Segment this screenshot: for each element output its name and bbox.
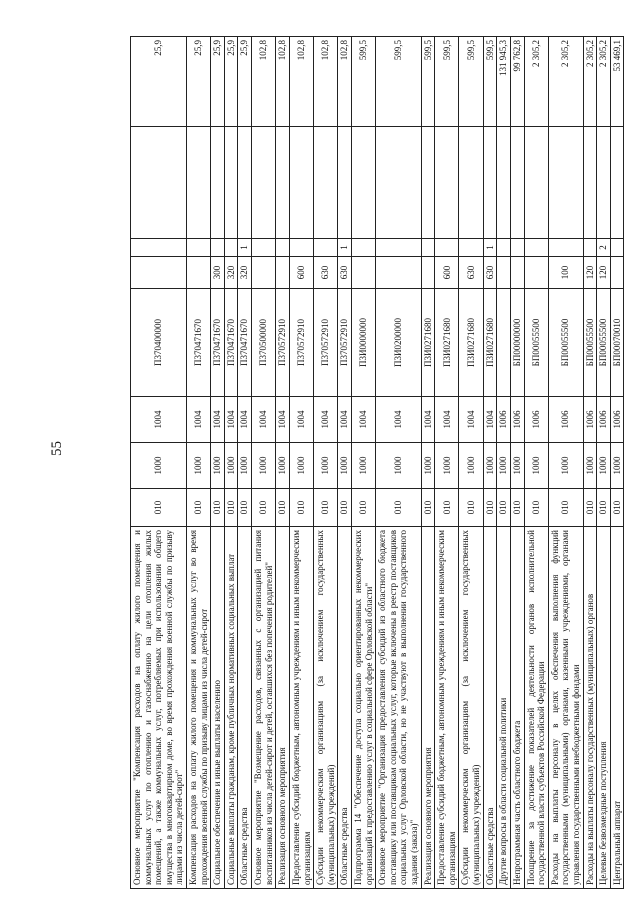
row-expense-type: 600: [435, 257, 459, 289]
page-number: 55: [49, 441, 65, 456]
row-expense-type: [187, 257, 211, 289]
row-amount: 99 762,8: [510, 37, 524, 127]
row-expense-type: 630: [338, 257, 352, 289]
row-expense-type: 600: [289, 257, 313, 289]
table-row: [276, 37, 290, 889]
row-expense-type: [376, 257, 421, 289]
row-fund-source: [224, 239, 238, 257]
row-extra: [376, 127, 421, 239]
row-extra: [224, 127, 238, 239]
row-section: 1000: [610, 443, 624, 489]
row-description: Предоставление субсидий бюджетным, автономным учреждениям и иным некоммерческим организациям: [435, 527, 459, 889]
rotated-table-content: [130, 37, 640, 889]
row-expense-type: [131, 257, 187, 289]
row-fund-source: 1: [483, 239, 497, 257]
table-row: [351, 37, 375, 889]
row-target-article: П370400000: [131, 289, 187, 397]
row-fund-source: [314, 239, 338, 257]
row-target-article: П370471670: [187, 289, 211, 397]
row-target-article: [497, 289, 511, 397]
table-row: [187, 37, 211, 889]
row-fund-source: [459, 239, 483, 257]
row-fund-source: [548, 239, 583, 257]
row-subsection: 1006: [548, 397, 583, 443]
row-section: 1000: [583, 443, 597, 489]
budget-table-body: [131, 37, 624, 889]
row-amount: 102,8: [276, 37, 290, 127]
row-fund-source: [610, 239, 624, 257]
row-extra: [289, 127, 313, 239]
row-subsection: 1004: [459, 397, 483, 443]
row-section: 1000: [483, 443, 497, 489]
row-description: Реализация основного мероприятия: [276, 527, 290, 889]
row-subsection: 1004: [211, 397, 225, 443]
row-extra: [597, 127, 611, 239]
row-fund-source: [252, 239, 276, 257]
row-amount: 599,5: [351, 37, 375, 127]
table-row: [224, 37, 238, 889]
row-subsection: 1004: [276, 397, 290, 443]
row-extra: [338, 127, 352, 239]
row-extra: [510, 127, 524, 239]
row-description: Субсидии некоммерческим организациям (за исключением государственных (муниципальных) учреждений): [459, 527, 483, 889]
table-row: [131, 37, 187, 889]
row-fund-source: [510, 239, 524, 257]
row-amount: 599,5: [483, 37, 497, 127]
row-subsection: 1004: [289, 397, 313, 443]
table-row: [421, 37, 435, 889]
table-row: [497, 37, 511, 889]
row-section: 1000: [376, 443, 421, 489]
row-section: 1000: [524, 443, 548, 489]
row-description: Социальные выплаты гражданам, кроме публичных нормативных социальных выплат: [224, 527, 238, 889]
row-subsection: 1004: [435, 397, 459, 443]
row-extra: [497, 127, 511, 239]
row-section: 1000: [252, 443, 276, 489]
row-ministry-code: 010: [252, 489, 276, 527]
table-row: [610, 37, 624, 889]
row-extra: [421, 127, 435, 239]
row-amount: 102,8: [252, 37, 276, 127]
row-extra: [238, 127, 252, 239]
row-fund-source: [276, 239, 290, 257]
row-amount: 599,5: [459, 37, 483, 127]
row-ministry-code: 010: [376, 489, 421, 527]
row-ministry-code: 010: [435, 489, 459, 527]
row-expense-type: 630: [483, 257, 497, 289]
row-target-article: П370572910: [338, 289, 352, 397]
row-amount: 102,8: [289, 37, 313, 127]
row-target-article: П370471670: [224, 289, 238, 397]
row-target-article: П3И0000000: [351, 289, 375, 397]
row-extra: [187, 127, 211, 239]
row-subsection: 1006: [510, 397, 524, 443]
row-target-article: БП00070010: [610, 289, 624, 397]
row-ministry-code: 010: [187, 489, 211, 527]
row-amount: 25,9: [238, 37, 252, 127]
row-subsection: 1004: [187, 397, 211, 443]
table-row: [510, 37, 524, 889]
row-target-article: БП00055500: [524, 289, 548, 397]
row-ministry-code: 010: [238, 489, 252, 527]
row-target-article: БП00000000: [510, 289, 524, 397]
row-amount: 599,5: [376, 37, 421, 127]
row-extra: [351, 127, 375, 239]
row-section: 1000: [289, 443, 313, 489]
row-ministry-code: 010: [583, 489, 597, 527]
row-expense-type: 320: [224, 257, 238, 289]
row-description: Социальное обеспечение и иные выплаты населению: [211, 527, 225, 889]
row-subsection: 1006: [597, 397, 611, 443]
row-fund-source: [497, 239, 511, 257]
row-subsection: 1004: [421, 397, 435, 443]
row-section: 1000: [211, 443, 225, 489]
row-target-article: П370572910: [289, 289, 313, 397]
row-ministry-code: 010: [351, 489, 375, 527]
row-amount: 102,8: [338, 37, 352, 127]
row-description: Расходы на выплаты персоналу государственных (муниципальных) органов: [583, 527, 597, 889]
row-extra: [548, 127, 583, 239]
row-expense-type: 120: [597, 257, 611, 289]
row-subsection: 1006: [524, 397, 548, 443]
row-subsection: 1004: [351, 397, 375, 443]
row-ministry-code: 010: [276, 489, 290, 527]
row-ministry-code: 010: [131, 489, 187, 527]
table-row: [289, 37, 313, 889]
row-section: 1000: [338, 443, 352, 489]
row-subsection: 1006: [583, 397, 597, 443]
row-description: Областные средства: [483, 527, 497, 889]
row-extra: [314, 127, 338, 239]
row-fund-source: [289, 239, 313, 257]
row-expense-type: [497, 257, 511, 289]
row-extra: [211, 127, 225, 239]
row-ministry-code: 010: [597, 489, 611, 527]
row-target-article: П3И0271680: [421, 289, 435, 397]
row-amount: 53 469,1: [610, 37, 624, 127]
table-row: [435, 37, 459, 889]
row-description: Основное мероприятие "Организация предоставления субсидий из областного бюджета поставщику или поставщикам социальных услуг, которые включены в реестр поставщиков социальных услуг Орловской области, но не участвуют в выполнении государственного задания (заказа)": [376, 527, 421, 889]
row-ministry-code: 010: [524, 489, 548, 527]
row-section: 1000: [131, 443, 187, 489]
row-expense-type: [276, 257, 290, 289]
row-ministry-code: 010: [314, 489, 338, 527]
row-extra: [252, 127, 276, 239]
row-description: Подпрограмма 14 "Обеспечение доступа социально ориентированных некоммерческих организаций к предоставлению услуг в социальной сфере Орловской области": [351, 527, 375, 889]
row-section: 1000: [497, 443, 511, 489]
row-fund-source: 1: [238, 239, 252, 257]
row-expense-type: [524, 257, 548, 289]
row-subsection: 1004: [483, 397, 497, 443]
row-expense-type: [252, 257, 276, 289]
row-target-article: БП00055500: [583, 289, 597, 397]
row-description: Основное мероприятие "Возмещение расходов, связанных с организацией питания воспитанников из числа детей-сирот и детей, оставшихся без попечения родителей": [252, 527, 276, 889]
table-row: [338, 37, 352, 889]
row-amount: 25,9: [224, 37, 238, 127]
row-section: 1000: [314, 443, 338, 489]
row-section: 1000: [459, 443, 483, 489]
row-section: 1000: [510, 443, 524, 489]
row-fund-source: [435, 239, 459, 257]
row-subsection: 1004: [338, 397, 352, 443]
row-section: 1000: [224, 443, 238, 489]
row-ministry-code: 010: [338, 489, 352, 527]
row-expense-type: 100: [548, 257, 583, 289]
table-row: [376, 37, 421, 889]
row-subsection: 1004: [252, 397, 276, 443]
table-row: [548, 37, 583, 889]
row-section: 1000: [597, 443, 611, 489]
row-description: Центральный аппарат: [610, 527, 624, 889]
row-target-article: БП00055500: [548, 289, 583, 397]
row-description: Другие вопросы в области социальной политики: [497, 527, 511, 889]
row-subsection: 1004: [314, 397, 338, 443]
row-fund-source: 1: [338, 239, 352, 257]
row-target-article: П370500000: [252, 289, 276, 397]
row-section: 1000: [548, 443, 583, 489]
row-subsection: 1004: [238, 397, 252, 443]
row-fund-source: [131, 239, 187, 257]
row-amount: 102,8: [314, 37, 338, 127]
row-ministry-code: 010: [459, 489, 483, 527]
row-ministry-code: 010: [421, 489, 435, 527]
row-extra: [610, 127, 624, 239]
row-subsection: 1004: [131, 397, 187, 443]
row-target-article: П370572910: [314, 289, 338, 397]
row-section: 1000: [435, 443, 459, 489]
table-row: [483, 37, 497, 889]
row-description: Компенсация расходов на оплату жилого помещения и коммунальных услуг во время прохождения военной службы по призыву лицами из числа детей-сирот: [187, 527, 211, 889]
table-row: [252, 37, 276, 889]
row-subsection: 1004: [376, 397, 421, 443]
row-target-article: П3И0271680: [483, 289, 497, 397]
row-subsection: 1006: [610, 397, 624, 443]
row-description: Непрограммная часть областного бюджета: [510, 527, 524, 889]
row-extra: [131, 127, 187, 239]
row-target-article: П370471670: [211, 289, 225, 397]
rotated-table-frame: [130, 37, 640, 889]
row-description: Поощрение за достижение показателей деятельности органов исполнительной государственной власти субъектов Российской Федерации: [524, 527, 548, 889]
row-extra: [276, 127, 290, 239]
row-description: Областные средства: [238, 527, 252, 889]
table-row: [314, 37, 338, 889]
row-expense-type: 320: [238, 257, 252, 289]
row-extra: [583, 127, 597, 239]
table-row: [211, 37, 225, 889]
row-extra: [483, 127, 497, 239]
table-row: [524, 37, 548, 889]
row-ministry-code: 010: [548, 489, 583, 527]
row-section: 1000: [276, 443, 290, 489]
row-ministry-code: 010: [211, 489, 225, 527]
row-fund-source: 2: [597, 239, 611, 257]
row-expense-type: 630: [459, 257, 483, 289]
row-section: 1000: [421, 443, 435, 489]
row-description: Целевые безвозмездные поступления: [597, 527, 611, 889]
table-row: [459, 37, 483, 889]
row-target-article: П3И0200000: [376, 289, 421, 397]
row-extra: [459, 127, 483, 239]
row-expense-type: [421, 257, 435, 289]
row-subsection: 1004: [224, 397, 238, 443]
row-amount: 599,5: [421, 37, 435, 127]
row-amount: 599,5: [435, 37, 459, 127]
table-row: [597, 37, 611, 889]
row-description: Расходы на выплаты персоналу в целях обеспечения выполнения функций государственными (муниципальными) органами, казенными учреждениями, органами управления государственными внебюджетными фондами: [548, 527, 583, 889]
row-extra: [524, 127, 548, 239]
row-ministry-code: 010: [610, 489, 624, 527]
row-fund-source: [376, 239, 421, 257]
row-subsection: 1006: [497, 397, 511, 443]
row-amount: 25,9: [131, 37, 187, 127]
row-ministry-code: 010: [289, 489, 313, 527]
row-expense-type: [351, 257, 375, 289]
row-description: Предоставление субсидий бюджетным, автономным учреждениям и иным некоммерческим организациям: [289, 527, 313, 889]
row-ministry-code: 010: [224, 489, 238, 527]
row-expense-type: 630: [314, 257, 338, 289]
row-target-article: П3И0271680: [435, 289, 459, 397]
row-target-article: П370572910: [276, 289, 290, 397]
row-extra: [435, 127, 459, 239]
budget-table: [130, 36, 624, 889]
row-amount: 2 305,2: [548, 37, 583, 127]
row-ministry-code: 010: [510, 489, 524, 527]
row-description: Субсидии некоммерческим организациям (за исключением государственных (муниципальных) учреждений): [314, 527, 338, 889]
row-fund-source: [351, 239, 375, 257]
row-amount: 2 305,2: [597, 37, 611, 127]
row-amount: 2 305,2: [583, 37, 597, 127]
row-ministry-code: 010: [497, 489, 511, 527]
row-section: 1000: [351, 443, 375, 489]
row-amount: 131 945,3: [497, 37, 511, 127]
row-target-article: П370471670: [238, 289, 252, 397]
row-expense-type: [510, 257, 524, 289]
row-expense-type: [610, 257, 624, 289]
row-fund-source: [211, 239, 225, 257]
table-row: [583, 37, 597, 889]
row-section: 1000: [238, 443, 252, 489]
row-amount: 2 305,2: [524, 37, 548, 127]
table-row: [238, 37, 252, 889]
row-section: 1000: [187, 443, 211, 489]
row-ministry-code: 010: [483, 489, 497, 527]
row-fund-source: [421, 239, 435, 257]
row-description: Областные средства: [338, 527, 352, 889]
row-fund-source: [524, 239, 548, 257]
row-fund-source: [187, 239, 211, 257]
row-description: Реализация основного мероприятия: [421, 527, 435, 889]
row-target-article: П3И0271680: [459, 289, 483, 397]
row-description: Основное мероприятие "Компенсация расходов на оплату жилого помещения и коммунальных услуг по отоплению и газоснабжению на цели отопления жилых помещений, а также коммунальных услуг, потребляемых при использовании общего имущества в многоквартирном доме, во время прохождения военной службы по призыву лицами из числа детей-сирот": [131, 527, 187, 889]
row-amount: 25,9: [187, 37, 211, 127]
row-fund-source: [583, 239, 597, 257]
row-expense-type: 120: [583, 257, 597, 289]
row-amount: 25,9: [211, 37, 225, 127]
row-target-article: БП00055500: [597, 289, 611, 397]
row-expense-type: 300: [211, 257, 225, 289]
